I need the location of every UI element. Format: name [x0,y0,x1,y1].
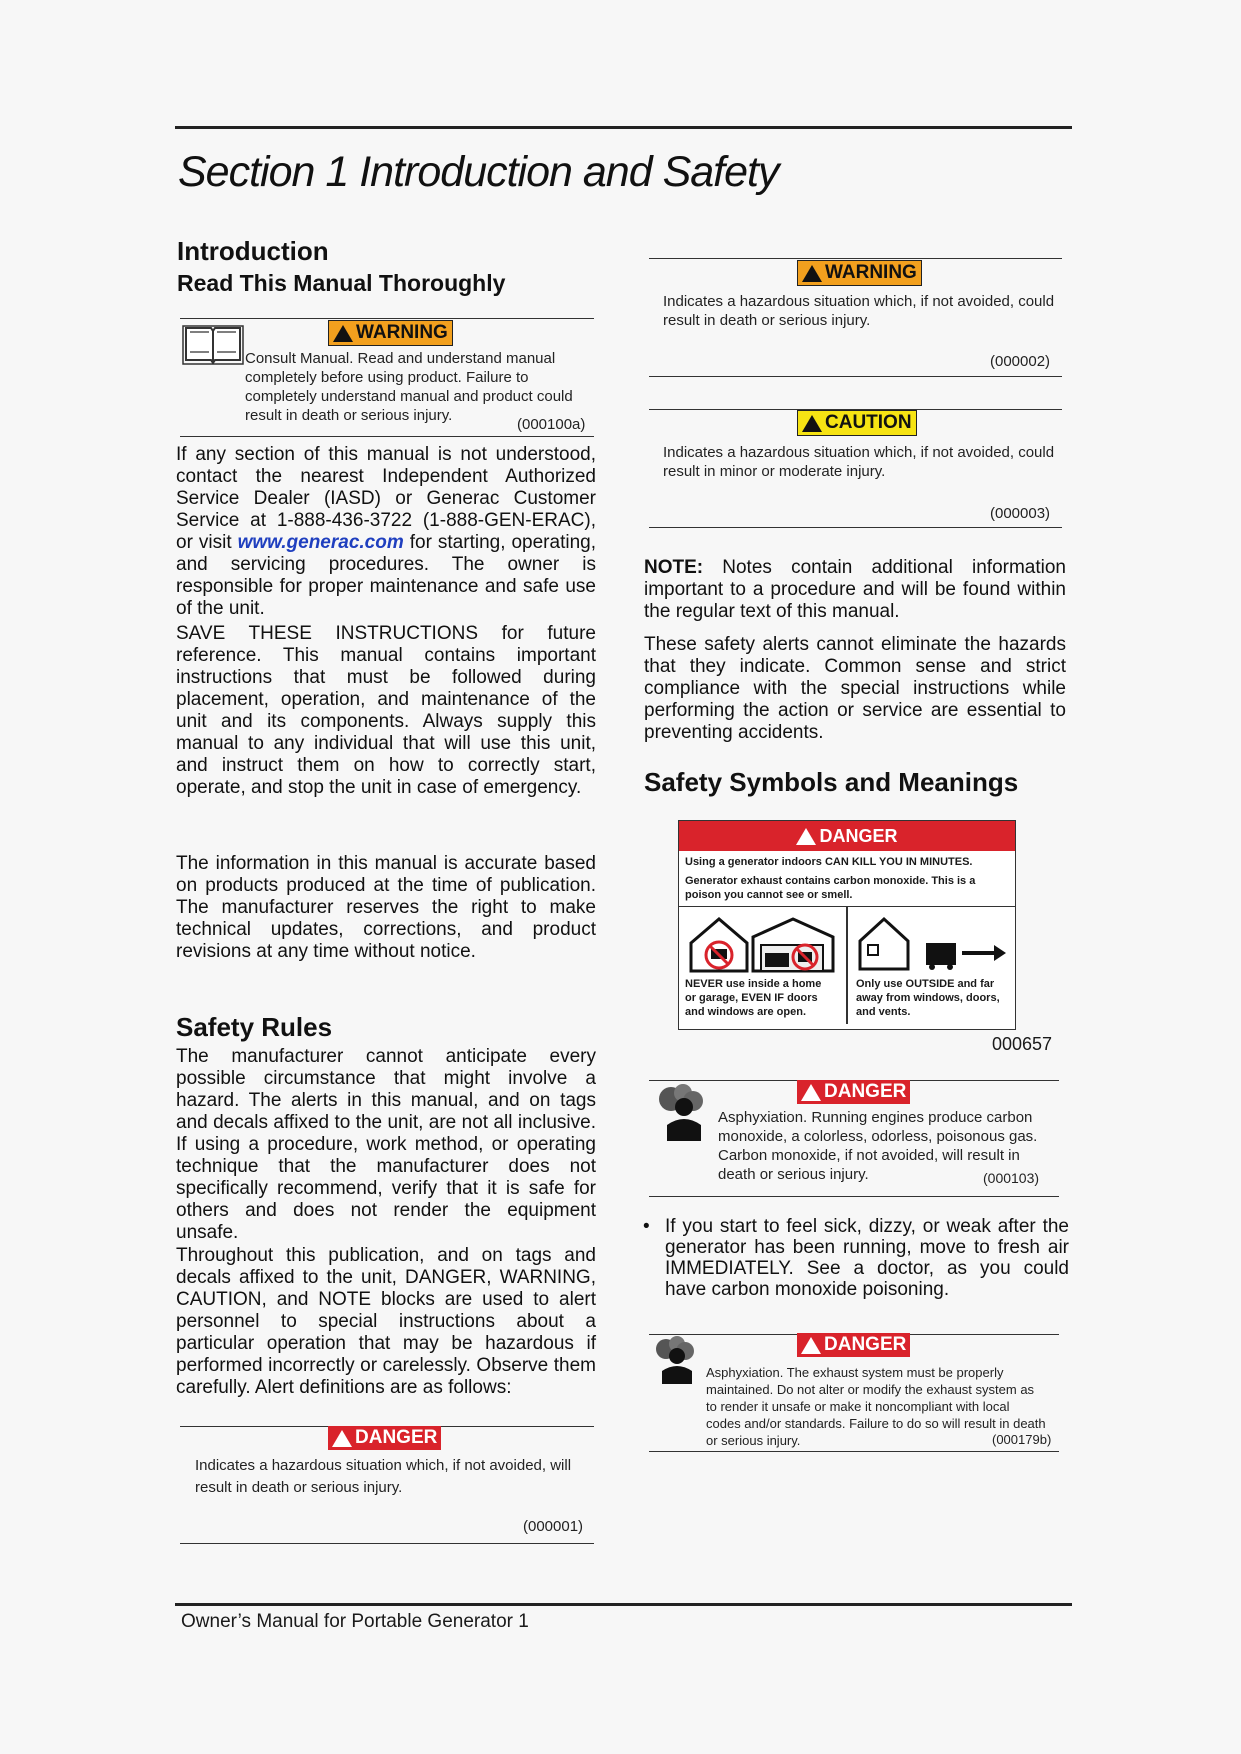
alert-triangle-icon [801,1084,821,1101]
asphyx1-signal [797,1080,910,1104]
signal-word: DANGER [819,825,898,846]
consult-code: (000100a) [517,416,586,433]
signal-word: DANGER [824,1334,907,1355]
warning-def-top-rule [649,258,1062,259]
danger-def-text: Indicates a hazardous situation which, if not avoided, will result in death or serious injury. [195,1457,572,1496]
consult-text: Consult Manual. Read and understand manual completely before using product. Failure to completely understand manual and product could result in death or serious injury. [245,350,573,424]
save-instructions-paragraph: SAVE THESE INSTRUCTIONS for future reference. This manual contains important instructions that must be followed during placement, operation, and maintenance of the unit and its components. Always supply this manual to any individual that will use this unit, and instruct them on how to correctly start, operate, and stop the unit in case of emergency. [176,623,596,798]
alert-triangle-icon [802,265,822,282]
consult-box-bottom-rule [180,436,594,437]
footer-rule [175,1603,1072,1606]
house-garage-prohibited-icon [683,913,849,975]
signal-word: DANGER [355,1427,438,1448]
bullet-dot-icon: • [643,1216,650,1237]
danger-def-signal [328,1426,441,1450]
co-outside-panel [848,907,1015,1024]
manual-book-icon [182,322,244,366]
signal-word: WARNING [356,322,448,343]
co-label-code: 000657 [992,1034,1053,1054]
bullet-text: If you start to feel sick, dizzy, or weak after the generator has been running, move to fresh air IMMEDIATELY. See a doctor, as you could have carbon monoxide poisoning. [665,1216,1069,1300]
asphyx1-text: Asphyxiation. Running engines produce carbon monoxide, a colorless, odorless, poisonous gas. Carbon monoxide, if not avoided, will result in death or serious injury. [718,1109,1038,1183]
asphyx2-text: Asphyxiation. The exhaust system must be properly maintained. Do not alter or modify the exhaust system as to render it unsafe or make it noncompliant with local codes and/or standards. Failure to do so will result in death or serious injury. [706,1365,1046,1448]
co-pictogram-row [679,907,1015,1024]
asphyxiation-icon [651,1336,701,1384]
co-right-caption: Only use OUTSIDE and far away from windows, doors, and vents. [856,978,1000,1018]
warning-def-code: (000002) [990,353,1051,370]
danger-def-bottom-rule [180,1543,594,1544]
co-danger-label [678,820,1016,1030]
alert-triangle-icon [333,325,353,342]
alert-triangle-icon [802,415,822,432]
read-manual-heading: Read This Manual Thoroughly [177,270,506,296]
accuracy-paragraph: The information in this manual is accurate based on products produced at the time of publication. The manufacturer reserves the right to make technical updates, corrections, and product revisions at any time without notice. [176,853,596,962]
co-danger-text-block [679,851,1015,907]
generac-link[interactable]: www.generac.com [237,532,404,553]
alert-triangle-icon [801,1337,821,1354]
co-never-indoors-panel [679,907,848,1024]
top-rule [175,126,1072,129]
note-label: NOTE: [644,557,704,578]
asphyxiation-icon [653,1083,713,1141]
asphyx1-bottom-rule [649,1196,1059,1197]
page-title: Section 1 Introduction and Safety [178,148,779,196]
house-generator-outside-icon [854,913,1014,973]
alert-triangle-icon [796,828,816,845]
caution-def-signal [797,410,917,436]
intro-text-b: for starting, operating, and servicing procedures. The owner is responsible for proper maintenance and safe use of the unit. [176,532,596,619]
alert-triangle-icon [332,1430,352,1447]
caution-def-text: Indicates a hazardous situation which, if not avoided, could result in minor or moderate injury. [663,444,1055,480]
introduction-heading: Introduction [177,236,329,266]
signal-word: CAUTION [825,412,912,433]
signal-word: WARNING [825,262,917,283]
consult-box-top-rule [180,318,594,319]
co-line1: Using a generator indoors CAN KILL YOU IN MINUTES. [685,856,973,868]
warning-def-bottom-rule [649,376,1062,377]
page-footer: Owner’s Manual for Portable Generator 1 [181,1611,529,1632]
asphyx2-signal [797,1333,910,1357]
note-paragraph [644,557,1066,623]
alert-blocks-paragraph: Throughout this publication, and on tags and decals affixed to the unit, DANGER, WARNING, CAUTION, and NOTE blocks are used to alert personnel to special instructions about a particular operation that may be hazardous if performed incorrectly or carelessly. Observe them carefully. Alert definitions are as follows: [176,1245,596,1398]
safety-rules-paragraph: The manufacturer cannot anticipate every possible circumstance that might involve a hazard. The alerts in this manual, and on tags and decals affixed to the unit, are not all inclusive. If using a procedure, work method, or operating technique that the manufacturer does not specifically recommend, verify that it is safe for others and does not render the equipment unsafe. [176,1046,596,1243]
caution-def-code: (000003) [990,505,1051,522]
co-danger-header [679,821,1015,851]
warning-def-signal [797,260,922,286]
warning-def-text: Indicates a hazardous situation which, if not avoided, could result in death or serious injury. [663,293,1055,329]
note-text: Notes contain additional information important to a procedure and will be found within the regular text of this manual. [644,557,1066,622]
signal-word: DANGER [824,1081,907,1102]
co-left-caption: NEVER use inside a home or garage, EVEN IF doors and windows are open. [685,978,822,1018]
caution-def-bottom-rule [649,527,1062,528]
intro-text-a: If any section of this manual is not understood, contact the nearest Independent Authorized Service Dealer (IASD) or Generac Customer Service at 1-888-436-3722 (1-888-GEN-ERAC), or visit [176,444,596,553]
safety-rules-heading: Safety Rules [176,1012,333,1042]
safety-symbols-heading: Safety Symbols and Meanings [644,767,1019,797]
co-line2: Generator exhaust contains carbon monoxide. This is a poison you cannot see or smell. [685,875,976,901]
asphyx2-bottom-rule [649,1451,1059,1452]
danger-def-code: (000001) [523,1518,584,1535]
asphyx1-code: (000103) [983,1170,1040,1186]
intro-paragraph [176,444,596,620]
asphyx2-code: (000179b) [992,1432,1052,1447]
bullet-item [643,1216,1069,1300]
safety-alerts-paragraph: These safety alerts cannot eliminate the hazards that they indicate. Common sense and strict compliance with the special instructions while performing the action or service are essential to preventing accidents. [644,634,1066,743]
consult-warning-signal [328,320,453,346]
